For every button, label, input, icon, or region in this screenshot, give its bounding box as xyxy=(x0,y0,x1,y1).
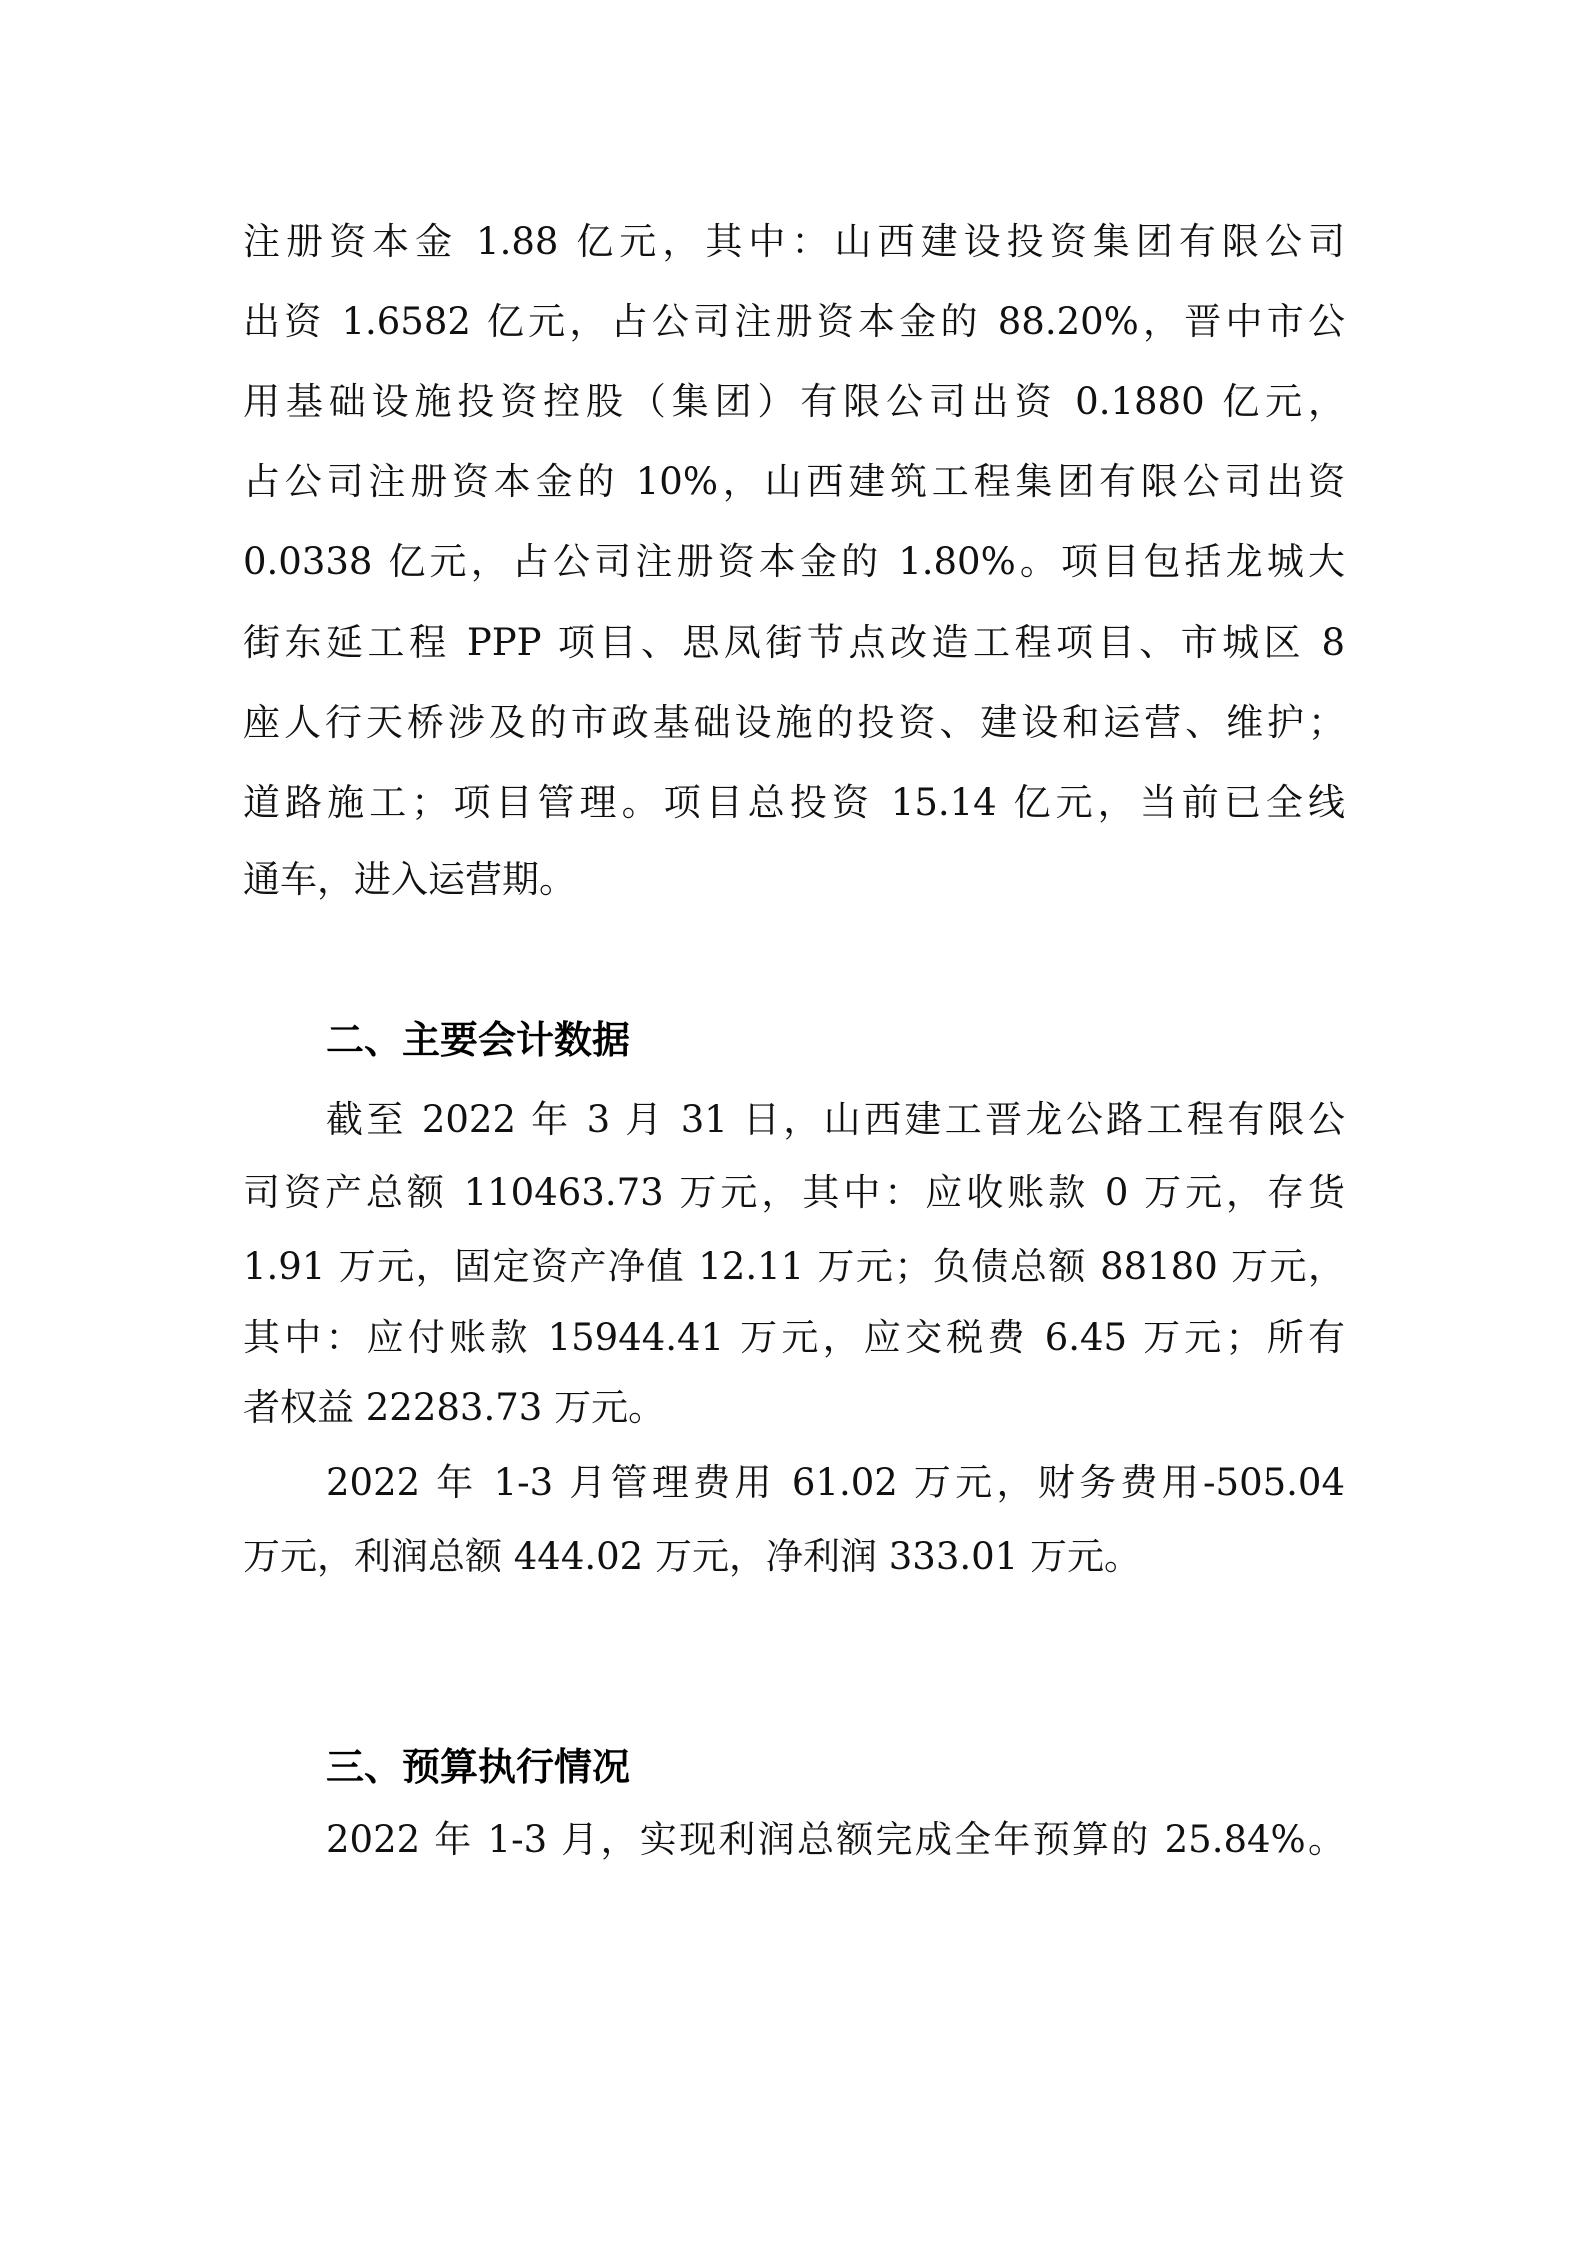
paragraph-line: 用基础设施投资控股（集团）有限公司出资 0.1880 亿元， xyxy=(243,380,1345,423)
paragraph-line: 截至 2022 年 3 月 31 日，山西建工晋龙公路工程有限公 xyxy=(326,1098,1345,1141)
section-heading: 三、预算执行情况 xyxy=(326,1745,631,1789)
paragraph-line: 通车，进入运营期。 xyxy=(243,858,576,901)
section-heading: 二、主要会计数据 xyxy=(326,1018,631,1062)
paragraph-line: 占公司注册资本金的 10%，山西建筑工程集团有限公司出资 xyxy=(243,460,1345,503)
paragraph-line: 座人行天桥涉及的市政基础设施的投资、建设和运营、维护； xyxy=(243,701,1345,744)
paragraph-line: 1.91 万元，固定资产净值 12.11 万元；负债总额 88180 万元， xyxy=(243,1245,1345,1288)
paragraph-line: 注册资本金 1.88 亿元，其中：山西建设投资集团有限公司 xyxy=(243,220,1345,263)
paragraph-line: 2022 年 1-3 月，实现利润总额完成全年预算的 25.84%。 xyxy=(326,1818,1345,1861)
paragraph-line: 街东延工程 PPP 项目、思凤街节点改造工程项目、市城区 8 xyxy=(243,621,1345,664)
paragraph-line: 出资 1.6582 亿元，占公司注册资本金的 88.20%，晋中市公 xyxy=(243,300,1345,343)
paragraph-line: 万元，利润总额 444.02 万元，净利润 333.01 万元。 xyxy=(243,1535,1141,1578)
paragraph-line: 2022 年 1-3 月管理费用 61.02 万元，财务费用-505.04 xyxy=(326,1461,1345,1504)
paragraph-line: 者权益 22283.73 万元。 xyxy=(243,1386,666,1429)
paragraph-line: 司资产总额 110463.73 万元，其中：应收账款 0 万元，存货 xyxy=(243,1171,1345,1214)
paragraph-line: 0.0338 亿元，占公司注册资本金的 1.80%。项目包括龙城大 xyxy=(243,540,1345,583)
paragraph-line: 其中：应付账款 15944.41 万元，应交税费 6.45 万元；所有 xyxy=(243,1316,1345,1359)
paragraph-line: 道路施工；项目管理。项目总投资 15.14 亿元，当前已全线 xyxy=(243,781,1345,824)
